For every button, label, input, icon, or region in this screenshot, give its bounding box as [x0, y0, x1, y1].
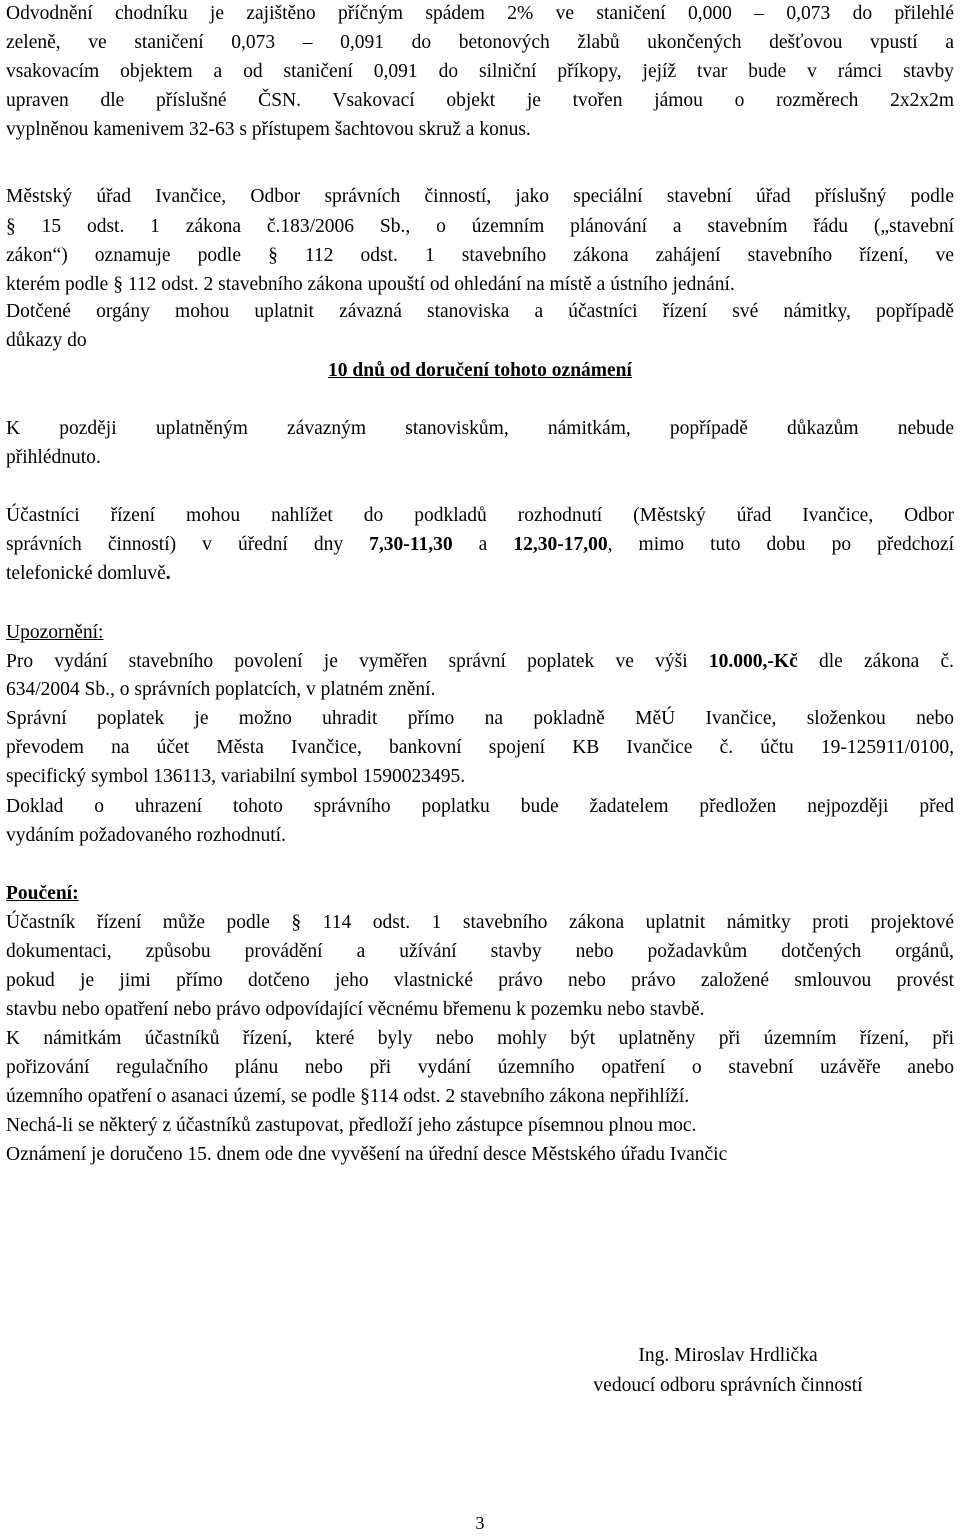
signature-name: Ing. Miroslav Hrdlička — [638, 1345, 818, 1366]
text-line: Odvodnění chodníku je zajištěno příčným spádem 2% ve staničení 0,000 – 0,073 do přilehlé — [6, 3, 954, 24]
text-line: Městský úřad Ivančice, Odbor správních činností, jako speciální stavební úřad příslušný podle — [6, 186, 954, 207]
text-line: přihlédnuto. — [6, 447, 101, 468]
text-line: dokumentaci, způsobu provádění a užívání stavby nebo požadavkům dotčených orgánů, — [6, 941, 954, 962]
text-line: Správní poplatek je možno uhradit přímo na pokladně MěÚ Ivančice, složenkou nebo — [6, 708, 954, 729]
text-line: kterém podle § 112 odst. 2 stavebního zákona upouští od ohledání na místě a ústního jednání. — [6, 274, 735, 295]
text-line: Dotčené orgány mohou uplatnit závazná stanoviska a účastníci řízení své námitky, popřípadě — [6, 301, 954, 322]
text-line: územního opatření o asanaci území, se podle §114 odst. 2 stavebního zákona nepřihlíží. — [6, 1086, 690, 1107]
text-line: Doklad o uhrazení tohoto správního poplatku bude žadatelem předložen nejpozději před — [6, 796, 954, 817]
page-number: 3 — [475, 1513, 485, 1533]
text-line: Účastníci řízení mohou nahlížet do podkladů rozhodnutí (Městský úřad Ivančice, Odbor — [6, 505, 954, 526]
text-line: K námitkám účastníků řízení, které byly nebo mohly být uplatněny při územním řízení, při — [6, 1028, 954, 1049]
text-line: telefonické domluvě. — [6, 563, 171, 584]
text-line: vyplněnou kamenivem 32-63 s přístupem šachtovou skruž a konus. — [6, 119, 531, 140]
text-line: § 15 odst. 1 zákona č.183/2006 Sb., o územním plánování a stavebním řádu („stavební — [6, 216, 954, 237]
text-line: 634/2004 Sb., o správních poplatcích, v platném znění. — [6, 679, 436, 700]
text-line: správních činností) v úřední dny 7,30-11,30 a 12,30-17,00, mimo tuto dobu po předchozí — [6, 534, 954, 555]
notice-heading: Upozornění: — [6, 622, 104, 643]
text-line: vsakovacím objektem a od staničení 0,091 do silniční příkopy, jejíž tvar bude v rámci stavby — [6, 61, 954, 82]
text-line: pořizování regulačního plánu nebo při vydání územního opatření o stavební uzávěře anebo — [6, 1057, 954, 1078]
text-line: převodem na účet Města Ivančice, bankovní spojení KB Ivančice č. účtu 19-125911/0100, — [6, 737, 954, 758]
deadline-heading: 10 dnů od doručení tohoto oznámení — [328, 360, 632, 381]
text-line: Účastník řízení může podle § 114 odst. 1 stavebního zákona uplatnit námitky proti projektové — [6, 912, 954, 933]
text-line: Oznámení je doručeno 15. dnem ode dne vyvěšení na úřední desce Městského úřadu Ivančic — [6, 1144, 728, 1165]
text-line: zákon“) oznamuje podle § 112 odst. 1 stavebního zákona zahájení stavebního řízení, ve — [6, 245, 954, 266]
text-line: pokud je jimi přímo dotčeno jeho vlastnické právo nebo právo založené smlouvou provést — [6, 970, 954, 991]
text-line: Pro vydání stavebního povolení je vyměřen správní poplatek ve výši 10.000,-Kč dle zákona č. — [6, 651, 954, 672]
text-line: K později uplatněným závazným stanoviskům, námitkám, popřípadě důkazům nebude — [6, 418, 954, 439]
text-line: stavbu nebo opatření nebo právo odpovídající věcnému břemenu k pozemku nebo stavbě. — [6, 999, 705, 1020]
text-line: důkazy do — [6, 330, 87, 351]
text-line: upraven dle příslušné ČSN. Vsakovací objekt je tvořen jámou o rozměrech 2x2x2m — [6, 90, 954, 111]
signature-role: vedoucí odboru správních činností — [593, 1375, 863, 1396]
text-line: vydáním požadovaného rozhodnutí. — [6, 825, 286, 846]
text-line: Nechá-li se některý z účastníků zastupovat, předloží jeho zástupce písemnou plnou moc. — [6, 1115, 697, 1136]
text-line: specifický symbol 136113, variabilní symbol 1590023495. — [6, 766, 466, 787]
instruction-heading: Poučení: — [6, 883, 79, 904]
text-line: zeleně, ve staničení 0,073 – 0,091 do betonových žlabů ukončených dešťovou vpustí a — [6, 32, 954, 53]
